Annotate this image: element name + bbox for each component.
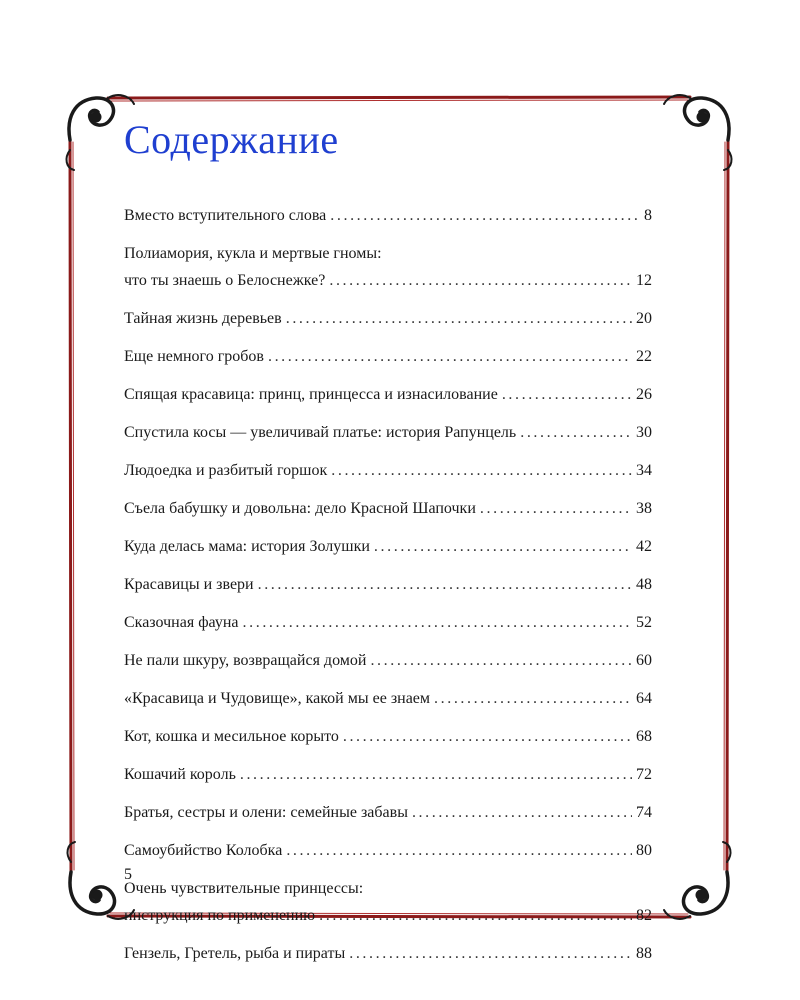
toc-entry-line xyxy=(124,609,652,636)
page-number: 5 xyxy=(124,866,132,883)
dot-leader xyxy=(370,647,632,674)
toc-entry-title: Спустила косы — увеличивай платье: история Рапунцель xyxy=(124,424,517,441)
toc-entry-page: 20 xyxy=(636,310,652,327)
toc-entry-line xyxy=(124,457,652,484)
dot-leader xyxy=(243,609,632,636)
toc-entry-line xyxy=(124,343,652,370)
toc-entry-title-line: Полиамория, кукла и мертвые гномы: xyxy=(124,245,382,262)
toc-entry-page: 88 xyxy=(636,945,652,962)
dot-leader xyxy=(331,457,632,484)
toc-entry-line xyxy=(124,533,652,560)
dot-leader xyxy=(434,685,632,712)
toc-entry-page: 8 xyxy=(644,207,652,224)
table-of-contents xyxy=(124,202,652,978)
dot-leader xyxy=(343,723,632,750)
toc-entry-title: Гензель, Гретель, рыба и пираты xyxy=(124,945,346,962)
toc-entry[interactable] xyxy=(124,202,652,229)
toc-entry-line xyxy=(124,202,652,229)
toc-entry[interactable] xyxy=(124,571,652,598)
toc-entry-line xyxy=(124,902,652,929)
toc-entry[interactable] xyxy=(124,647,652,674)
toc-entry[interactable] xyxy=(124,343,652,370)
toc-entry-line xyxy=(124,799,652,826)
toc-entry[interactable] xyxy=(124,685,652,712)
toc-entry[interactable] xyxy=(124,875,652,929)
dot-leader xyxy=(412,799,632,826)
toc-entry-line xyxy=(124,761,652,788)
toc-entry-title: Кошачий король xyxy=(124,766,236,783)
toc-entry[interactable] xyxy=(124,381,652,408)
toc-entry-title: Самоубийство Колобка xyxy=(124,842,283,859)
toc-entry-page: 30 xyxy=(636,424,652,441)
toc-entry-line xyxy=(124,647,652,674)
toc-entry-line xyxy=(124,571,652,598)
toc-entry[interactable] xyxy=(124,533,652,560)
toc-entry-page: 52 xyxy=(636,614,652,631)
toc-entry-title: Съела бабушку и довольна: дело Красной Шапочки xyxy=(124,500,476,517)
toc-entry-title: Сказочная фауна xyxy=(124,614,239,631)
toc-entry[interactable] xyxy=(124,305,652,332)
dot-leader xyxy=(374,533,632,560)
toc-entry-page: 38 xyxy=(636,500,652,517)
toc-entry-page: 64 xyxy=(636,690,652,707)
dot-leader xyxy=(329,267,632,294)
toc-entry-title: Братья, сестры и олени: семейные забавы xyxy=(124,804,408,821)
toc-entry-title: Красавицы и звери xyxy=(124,576,254,593)
dot-leader xyxy=(520,419,632,446)
toc-entry[interactable] xyxy=(124,837,652,864)
toc-entry-line xyxy=(124,940,652,967)
dot-leader xyxy=(258,571,632,598)
toc-entry-page: 34 xyxy=(636,462,652,479)
toc-entry[interactable] xyxy=(124,723,652,750)
toc-entry-line xyxy=(124,723,652,750)
toc-entry[interactable] xyxy=(124,940,652,967)
toc-entry-line xyxy=(124,419,652,446)
toc-entry[interactable] xyxy=(124,457,652,484)
dot-leader xyxy=(240,761,632,788)
toc-entry-title: Не пали шкуру, возвращайся домой xyxy=(124,652,367,669)
toc-entry-page: 68 xyxy=(636,728,652,745)
toc-entry-line xyxy=(124,495,652,522)
toc-entry-title: что ты знаешь о Белоснежке? xyxy=(124,272,326,289)
toc-entry-title: Тайная жизнь деревьев xyxy=(124,310,282,327)
toc-entry-page: 26 xyxy=(636,386,652,403)
toc-entry[interactable] xyxy=(124,240,652,294)
toc-entry-title: Людоедка и разбитый горшок xyxy=(124,462,328,479)
dot-leader xyxy=(480,495,632,522)
toc-entry-title: Куда делась мама: история Золушки xyxy=(124,538,370,555)
toc-entry-title: Спящая красавица: принц, принцесса и изнасилование xyxy=(124,386,498,403)
toc-entry-title-line: Очень чувствительные принцессы: xyxy=(124,880,364,897)
toc-entry[interactable] xyxy=(124,609,652,636)
toc-entry[interactable] xyxy=(124,495,652,522)
toc-entry-page: 82 xyxy=(636,907,652,924)
dot-leader xyxy=(349,940,632,967)
dot-leader xyxy=(286,305,632,332)
page-title: Содержание xyxy=(124,117,339,162)
toc-entry-title: Вместо вступительного слова xyxy=(124,207,327,224)
toc-entry[interactable] xyxy=(124,761,652,788)
toc-entry-line xyxy=(124,837,652,864)
toc-entry-line xyxy=(124,685,652,712)
dot-leader xyxy=(268,343,632,370)
toc-entry[interactable] xyxy=(124,799,652,826)
corner-flourish-icon xyxy=(664,95,731,170)
toc-entry-line xyxy=(124,267,652,294)
toc-entry-page: 12 xyxy=(636,272,652,289)
toc-entry-title: «Красавица и Чудовище», какой мы ее знаем xyxy=(124,690,431,707)
toc-entry[interactable] xyxy=(124,419,652,446)
dot-leader xyxy=(502,381,632,408)
toc-entry-title: инструкция по применению xyxy=(124,907,316,924)
toc-entry-page: 42 xyxy=(636,538,652,555)
toc-entry-page: 60 xyxy=(636,652,652,669)
toc-entry-title: Еще немного гробов xyxy=(124,348,264,365)
toc-entry-page: 80 xyxy=(636,842,652,859)
toc-entry-title: Кот, кошка и месильное корыто xyxy=(124,728,339,745)
corner-flourish-icon xyxy=(664,842,730,919)
toc-entry-line xyxy=(124,305,652,332)
dot-leader xyxy=(286,837,632,864)
toc-entry-page: 72 xyxy=(636,766,652,783)
toc-entry-page: 74 xyxy=(636,804,652,821)
toc-entry-page: 48 xyxy=(636,576,652,593)
dot-leader xyxy=(330,202,640,229)
toc-entry-line xyxy=(124,381,652,408)
dot-leader xyxy=(319,902,632,929)
toc-entry-page: 22 xyxy=(636,348,652,365)
